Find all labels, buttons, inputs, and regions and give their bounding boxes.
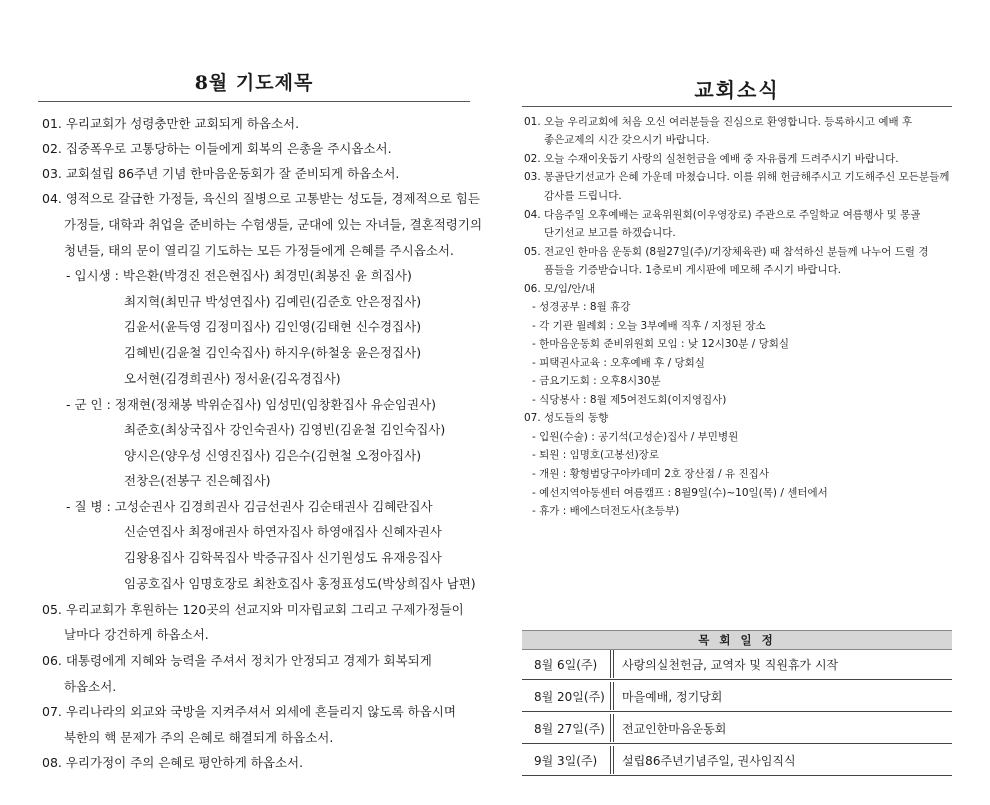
- schedule-row: [522, 744, 952, 776]
- news-line: 07. 성도들의 동향: [524, 412, 609, 424]
- prayer-line: 최준호(최상국집사 강인숙권사) 김영빈(김윤철 김인숙집사): [124, 422, 446, 437]
- news-line: 품들을 기증받습니다. 1층로비 게시판에 메모해 주시기 바랍니다.: [544, 264, 842, 276]
- news-line: - 금요기도회 : 오후8시30분: [532, 375, 661, 387]
- prayer-line: 김혜빈(김윤철 김인숙집사) 하지우(하철웅 윤은정집사): [124, 345, 422, 360]
- column-divider: [613, 682, 614, 710]
- news-line: 05. 전교인 한마음 운동회 (8월27일(주)/기장체육관) 때 참석하신 분들께 나누어 드릴 경: [524, 246, 929, 258]
- prayer-line: 02. 집중폭우로 고통당하는 이들에게 회복의 은총을 주시옵소서.: [42, 141, 392, 156]
- news-line: - 한마음운동회 준비위원회 모임 : 낮 12시30분 / 당회실: [532, 338, 790, 350]
- column-divider: [610, 650, 611, 678]
- prayer-line: 03. 교회설립 86주년 기념 한마음운동회가 잘 준비되게 하옵소서.: [42, 166, 400, 181]
- column-divider: [613, 746, 614, 774]
- schedule-row: [522, 712, 952, 744]
- news-line: - 피택권사교육 : 오후예배 후 / 당회실: [532, 357, 705, 369]
- prayer-title: 8월 기도제목: [194, 72, 314, 94]
- prayer-line: 양시은(양우성 신영진집사) 김은수(김현철 오정아집사): [124, 448, 422, 463]
- column-divider: [610, 746, 611, 774]
- news-line: - 식당봉사 : 8월 제5여전도회(이지영집사): [532, 394, 727, 406]
- schedule-event: 전교인한마음운동회: [622, 722, 727, 736]
- column-divider: [610, 682, 611, 710]
- schedule-header: 목 회 일 정: [522, 630, 952, 650]
- prayer-line: - 군 인 : 정재현(정채봉 박위순집사) 임성민(임창환집사 유순임권사): [66, 397, 436, 412]
- news-line: - 휴가 : 배에스더전도사(초등부): [532, 505, 680, 517]
- news-line: - 퇴원 : 임명호(고봉선)장로: [532, 449, 659, 461]
- prayer-line: - 질 병 : 고성순권사 김경희권사 김금선권사 김순태권사 김혜란집사: [66, 499, 433, 514]
- news-title: 교회소식: [694, 78, 780, 102]
- schedule-event: 설립86주년기념주일, 권사임직식: [622, 754, 796, 768]
- prayer-line: 북한의 핵 문제가 주의 은혜로 해결되게 하옵소서.: [64, 730, 334, 745]
- prayer-line: 최지혁(최민규 박성연집사) 김예린(김준호 안은정집사): [124, 294, 422, 309]
- prayer-line: 오서현(김경희권사) 정서윤(김옥경집사): [124, 371, 341, 386]
- schedule-event: 마을예배, 정기당회: [622, 690, 723, 704]
- prayer-line: 08. 우리가정이 주의 은혜로 평안하게 하옵소서.: [42, 755, 304, 770]
- prayer-line: 06. 대통령에게 지혜와 능력을 주셔서 정치가 안정되고 경제가 회복되게: [42, 653, 432, 668]
- prayer-line: 01. 우리교회가 성령충만한 교회되게 하옵소서.: [42, 116, 300, 131]
- prayer-line: 김왕용집사 김학목집사 박증규집사 신기원성도 유재응집사: [124, 550, 442, 565]
- news-line: 감사를 드립니다.: [544, 190, 622, 202]
- prayer-line: 신순연집사 최정애권사 하연자집사 하영애집사 신혜자권사: [124, 524, 442, 539]
- prayer-line: 청년들, 태의 문이 열리길 기도하는 모든 가정들에게 은혜를 주시옵소서.: [64, 243, 454, 258]
- prayer-line: 07. 우리나라의 외교와 국방을 지켜주셔서 외세에 흔들리지 않도록 하옵시며: [42, 704, 456, 719]
- prayer-line: 하옵소서.: [64, 679, 117, 694]
- news-line: - 입원(수술) : 공기석(고성순)집사 / 부민병원: [532, 431, 739, 443]
- column-divider: [610, 714, 611, 742]
- news-line: - 예선지역아동센터 여름캠프 : 8월9일(수)~10일(목) / 센터에서: [532, 487, 828, 499]
- news-line: 01. 오늘 우리교회에 처음 오신 여러분들을 진심으로 환영합니다. 등록하시고 예배 후: [524, 116, 913, 128]
- schedule-date: 8월 6일(주): [534, 658, 598, 672]
- news-line: 03. 몽골단기선교가 은혜 가운데 마쳤습니다. 이를 위해 헌금해주시고 기도해주신 모든분들께: [524, 171, 950, 183]
- news-line: 좋은교제의 시간 갖으시기 바랍니다.: [544, 134, 710, 146]
- news-line: - 성경공부 : 8월 휴강: [532, 301, 631, 313]
- schedule-date: 9월 3일(주): [534, 754, 598, 768]
- column-divider: [613, 714, 614, 742]
- schedule-date: 8월 20일(주): [534, 690, 605, 704]
- prayer-line: 04. 영적으로 갈급한 가정들, 육신의 질병으로 고통받는 성도들, 경제적으로 힘든: [42, 191, 480, 206]
- news-title-rule: [522, 106, 952, 107]
- prayer-line: 임공호집사 임명호장로 최찬호집사 홍정표성도(박상희집사 남편): [124, 576, 476, 591]
- schedule-row: [522, 680, 952, 712]
- schedule-event: 사랑의실천헌금, 교역자 및 직원휴가 시작: [622, 658, 839, 672]
- news-line: 02. 오늘 수재이웃돕기 사랑의 실천헌금을 예배 중 자유롭게 드려주시기 바랍니다.: [524, 153, 899, 165]
- news-line: - 개원 : 황형범당구아카데미 2호 장산점 / 유 진집사: [532, 468, 769, 480]
- prayer-line: 날마다 강건하게 하옵소서.: [64, 627, 209, 642]
- prayer-line: 전창은(전봉구 진은혜집사): [124, 473, 271, 488]
- news-line: - 각 기관 월례회 : 오늘 3부예배 직후 / 지정된 장소: [532, 320, 766, 332]
- prayer-line: 가정들, 대학과 취업을 준비하는 수험생들, 군대에 있는 자녀들, 결혼적령기의: [64, 217, 483, 232]
- schedule-row: [522, 648, 952, 680]
- prayer-line: 김윤서(윤득영 김정미집사) 김인영(김태현 신수경집사): [124, 319, 422, 334]
- prayer-line: 05. 우리교회가 후원하는 120곳의 선교지와 미자립교회 그리고 구제가정들이: [42, 602, 464, 617]
- column-divider: [613, 650, 614, 678]
- news-line: 04. 다음주일 오후예배는 교육위원회(이우영장로) 주관으로 주일학교 여름행사 및 몽골: [524, 209, 921, 221]
- news-line: 단기선교 보고를 하겠습니다.: [544, 227, 676, 239]
- news-line: 06. 모/임/안/내: [524, 283, 596, 295]
- schedule-date: 8월 27일(주): [534, 722, 605, 736]
- row-divider: [522, 775, 952, 776]
- prayer-line: - 입시생 : 박은환(박경진 전은현집사) 최경민(최봉진 윤 희집사): [66, 268, 412, 283]
- prayer-title-rule: [38, 101, 470, 102]
